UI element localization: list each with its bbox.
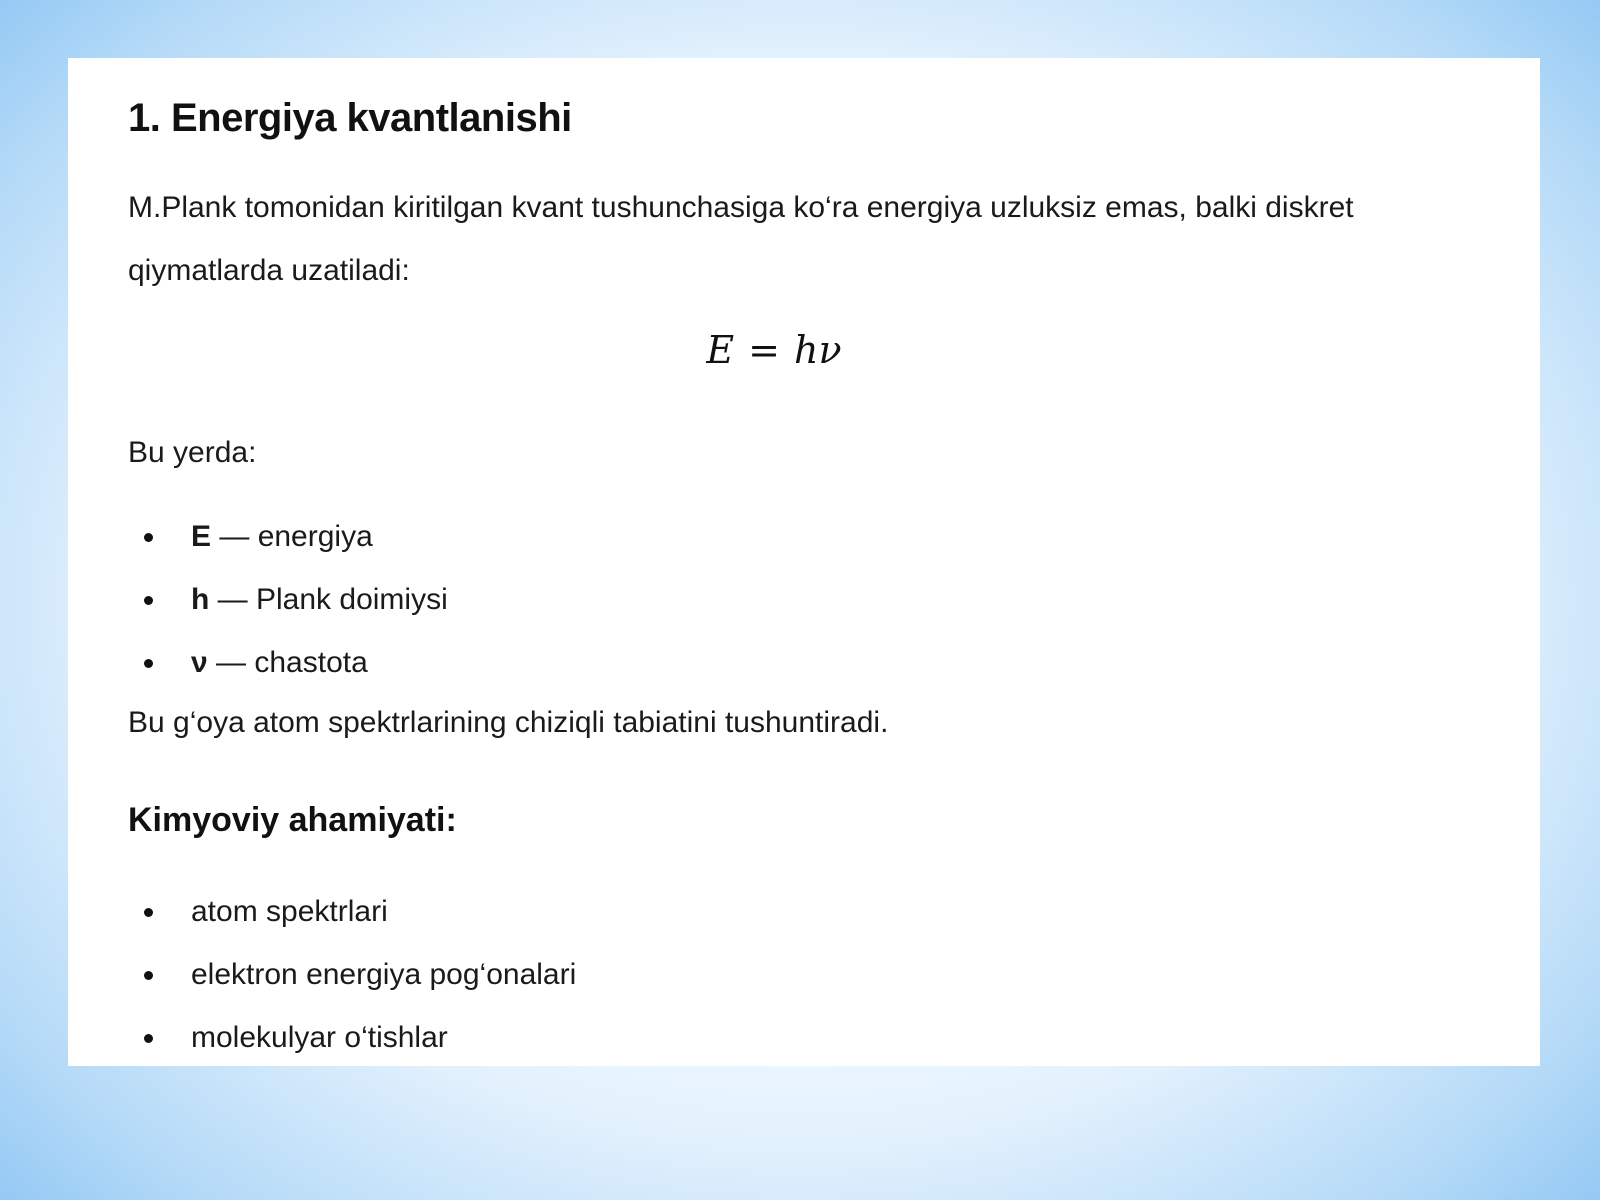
variable-meaning: Plank doimiysi [256,583,448,616]
list-item [128,631,448,694]
variable-separator: — [207,646,255,679]
significance-title: Kimyoviy ahamiyati: [128,801,457,839]
slide-card [68,58,1540,1066]
variables-list [128,505,448,694]
section-title: 1. Energiya kvantlanishi [128,96,572,140]
intro-paragraph: M.Plank tomonidan kiritilgan kvant tushunchasiga ko‘ra energiya uzluksiz emas, balki diskret qiymatlarda uzatiladi: [128,191,1354,287]
variable-symbol: h [191,583,210,616]
variable-separator: — [211,520,258,553]
formula-rhs: hν [794,328,842,372]
variable-symbol: E [191,520,212,553]
variable-separator: — [209,583,256,616]
formula-equals: = [748,328,780,372]
list-item [128,568,448,631]
variable-meaning: energiya [257,520,373,553]
formula-lhs: E [706,328,735,372]
list-item: atom spektrlari [128,880,576,943]
energy-formula [128,328,1420,372]
list-item: elektron energiya pog‘onalari [128,943,576,1006]
significance-list [128,880,576,1069]
explanation-note: Bu g‘oya atom spektrlarining chiziqli tabiatini tushuntiradi. [128,706,889,739]
variable-meaning: chastota [254,646,368,679]
list-item: molekulyar o‘tishlar [128,1006,576,1069]
list-item [128,505,448,568]
where-label: Bu yerda: [128,436,257,469]
variable-symbol: ν [191,646,208,679]
